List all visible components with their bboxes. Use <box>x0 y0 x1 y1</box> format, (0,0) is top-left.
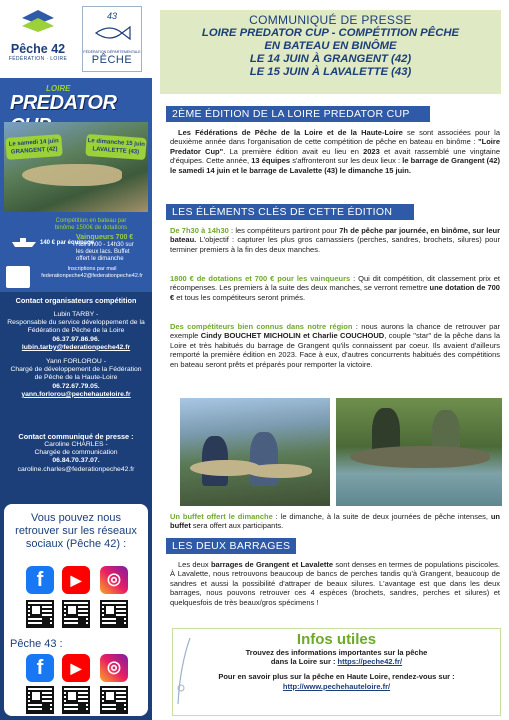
contact-person-2 <box>6 358 146 399</box>
instagram-qr-code <box>100 686 128 714</box>
peche43-link[interactable]: http://www.pechehauteloire.fr/ <box>282 681 391 691</box>
peche43-sub: FÉDÉRATION DÉPARTEMENTALE <box>83 50 141 54</box>
facebook-icon[interactable]: f <box>26 566 54 594</box>
photo-catfish-catch <box>336 398 502 506</box>
useful-info-line-3: Pour en savoir plus sur la pêche en Haute Loire, rendez-vous sur : <box>218 672 455 682</box>
contact-1-name: Lubin TARBY - <box>53 311 99 318</box>
instagram-icon[interactable]: ◎ <box>100 654 128 682</box>
social-networks <box>4 504 148 716</box>
poster-title: PREDATOR <box>10 92 117 114</box>
poster-loire: LOIRE <box>46 84 71 93</box>
contact-person-1 <box>6 311 146 352</box>
poster-inscriptions: Inscriptions par mail federationpeche42@federationpeche42.fr <box>41 266 143 279</box>
sidebar <box>0 0 152 720</box>
poster-dotations: Compétition en bateau par binôme 1500€ de dotations <box>54 218 128 231</box>
headline-line-2: EN BATEAU EN BINÔME <box>264 40 397 52</box>
contact-2-name: Yann FORLOROU - <box>46 358 106 366</box>
instagram-icon[interactable]: ◎ <box>100 566 128 594</box>
peche42-link[interactable]: https://peche42.fr/ <box>337 657 403 667</box>
useful-info-line-1: Trouvez des informations importantes sur la pêche <box>245 648 428 657</box>
peche43-number: 43 <box>106 11 117 21</box>
poster-winners-sub: Rdv 7h00 - 14h30 sur les deux lacs. Buffet offert le dimanche <box>76 242 134 262</box>
youtube-icon[interactable]: ▶ <box>62 654 90 682</box>
youtube-qr-code <box>62 686 90 714</box>
facebook-qr-code <box>26 600 54 628</box>
headline-line-3: LE 14 JUIN À GRANGENT (42) <box>249 53 412 65</box>
section-title-key-elements: LES ÉLÉMENTS CLÉS DE CETTE ÉDITION <box>166 204 414 220</box>
poster-fish <box>22 164 122 186</box>
contact-1-email[interactable]: lubin.tarby@federationpeche42.fr <box>21 343 131 351</box>
poster-winners-label: Vainqueurs 700 € <box>76 234 134 241</box>
useful-info-title: Infos utiles <box>296 631 377 648</box>
contact-organisers-title: Contact organisateurs compétition <box>15 296 137 305</box>
poster-logo <box>6 266 30 288</box>
photo-anglers-boat <box>180 398 330 506</box>
buffet-paragraph: Un buffet offert le dimanche : le dimanche, à la suite de deux journées de pêche intenses, un buffet sera offert aux participants. <box>170 512 500 531</box>
contact-press-title: Contact communiqué de presse : <box>18 432 134 441</box>
poster-tag-lavalette: Le dimanche 15 juin LAVALETTE (43) <box>85 134 146 160</box>
instagram-qr-code <box>100 600 128 628</box>
youtube-qr-code <box>62 600 90 628</box>
peche43-label: Pêche 43 : <box>10 638 63 650</box>
fish-icon <box>92 23 132 43</box>
social-title: Vous pouvez nous retrouver sur les réseaux sociaux (Pêche 42) : <box>15 512 137 550</box>
key-point-schedule: De 7h30 à 14h30 : les compétiteurs partiront pour 7h de pêche par journée, en binôme, sur leur bateau. L'objectif : capturer les plus gros carnassiers (perches, sandres, brochets, silures) pour terminer premiers à la fin des deux manches. <box>170 226 501 254</box>
peche42-name: Pêche 42 <box>10 42 66 56</box>
peche42-sub: FÉDÉRATION · LOIRE <box>8 56 68 62</box>
press-kicker: COMMUNIQUÉ DE PRESSE <box>249 13 412 27</box>
press-release-header <box>160 10 501 94</box>
fishing-rod-icon <box>176 636 192 706</box>
contact-press-email[interactable]: caroline.charles@federationpeche42.fr <box>17 465 135 473</box>
contact-1-phone: 06.37.97.86.96. <box>52 335 100 343</box>
poster-price: 140 € par équipage <box>40 240 95 246</box>
peche42-logo <box>6 8 70 62</box>
caught-fish <box>246 464 312 478</box>
contact-press <box>6 432 146 474</box>
section-title-barrages: LES DEUX BARRAGES <box>166 538 296 554</box>
contact-press-phone: 06.84.70.37.07. <box>52 457 100 465</box>
caught-fish <box>350 446 490 468</box>
contact-2-role: Chargé de développement de la Fédération de Pêche de la Haute-Loire <box>10 366 142 382</box>
contact-press-name: Caroline CHARLES - <box>44 441 108 448</box>
boat-icon <box>10 236 40 248</box>
poster-tag-grangent: Le samedi 14 juin GRANGENT (42) <box>5 134 62 160</box>
useful-info-line-2: dans la Loire sur : https://peche42.fr/ <box>270 657 403 667</box>
youtube-icon[interactable]: ▶ <box>62 566 90 594</box>
contact-organisers <box>6 296 146 399</box>
useful-info-line-4 <box>173 682 500 691</box>
predator-cup-poster <box>0 78 152 292</box>
facebook-icon[interactable]: f <box>26 654 54 682</box>
poster-winners <box>76 234 142 263</box>
headline-line-1: LOIRE PREDATOR CUP - COMPÉTITION PÊCHE <box>201 27 460 39</box>
contact-1-role: Responsable du service développement de la Fédération de Pêche de la Loire <box>7 319 145 335</box>
peche43-name: PÊCHE <box>91 54 133 66</box>
section-title-edition: 2ÈME ÉDITION DE LA LOIRE PREDATOR CUP <box>166 106 430 122</box>
intro-paragraph: Les Fédérations de Pêche de la Loire et de la Haute-Loire se sont associées pour la deuxième année dans l'organisation de cette compétition de pêche en bateau en binôme : "Loire Predator Cup". La première édition avait eu lieu en 2023 et avait rassemblé une vingtaine d'équipes. Cette année, 13 équipes s'affronteront sur les deux lieux : le barrage de Grangent (42) le samedi 14 juin et le barrage de Lavalette (43) le dimanche 15 juin. <box>170 128 501 175</box>
useful-info-box <box>172 628 501 716</box>
peche43-logo <box>82 6 142 72</box>
contact-press-role: Chargée de communication <box>34 449 118 457</box>
contact-2-phone: 06.72.67.79.05. <box>52 382 100 390</box>
headline-line-4: LE 15 JUIN À LAVALETTE (43) <box>249 66 412 78</box>
barrages-paragraph: Les deux barrages de Grangent et Lavalette sont denses en termes de populations piscicoles. À Lavalette, nous retrouvons beaucoup de bancs de perches tandis qu'à Grangent, beaucoup de sandres et aussi la possibilité d'attraper de beaux silures. L'avantage est que dans les deux barrages, nous pouvons retrouver ces 4 espèces (brochets, sandres, perches et silures) et quelquesfois de très beaux/gros spécimens ! <box>170 560 501 607</box>
key-point-competitors: Des compétiteurs bien connus dans notre région : nous aurons la chance de retrouver par exemple Cindy BOUCHET MICHOLIN et Charlie COUCHOUD, couple "star" de la pêche dans la Loire et très habitués du barrage de Grangent qu'ils connaissent par coeur. Ils avaient d'ailleurs remporté la première édition en 2023. Face à eux, d'autres concurrents habitués des compétitions en bateau seront prêts et préparés pour remporter la victoire. <box>170 322 500 369</box>
peche42-mark-icon <box>16 8 60 38</box>
facebook-qr-code <box>26 686 54 714</box>
logos-panel <box>0 0 152 78</box>
key-point-prizes: 1800 € de dotations et 700 € pour les vainqueurs : Qui dit compétition, dit classement prix et récompenses. Les premiers à la suite des deux manches, se verront remettre une dotation de 700 € et tous les compétiteurs seront primés. <box>170 274 500 302</box>
contact-2-email[interactable]: yann.forlorou@pechehauteloire.fr <box>21 390 131 398</box>
